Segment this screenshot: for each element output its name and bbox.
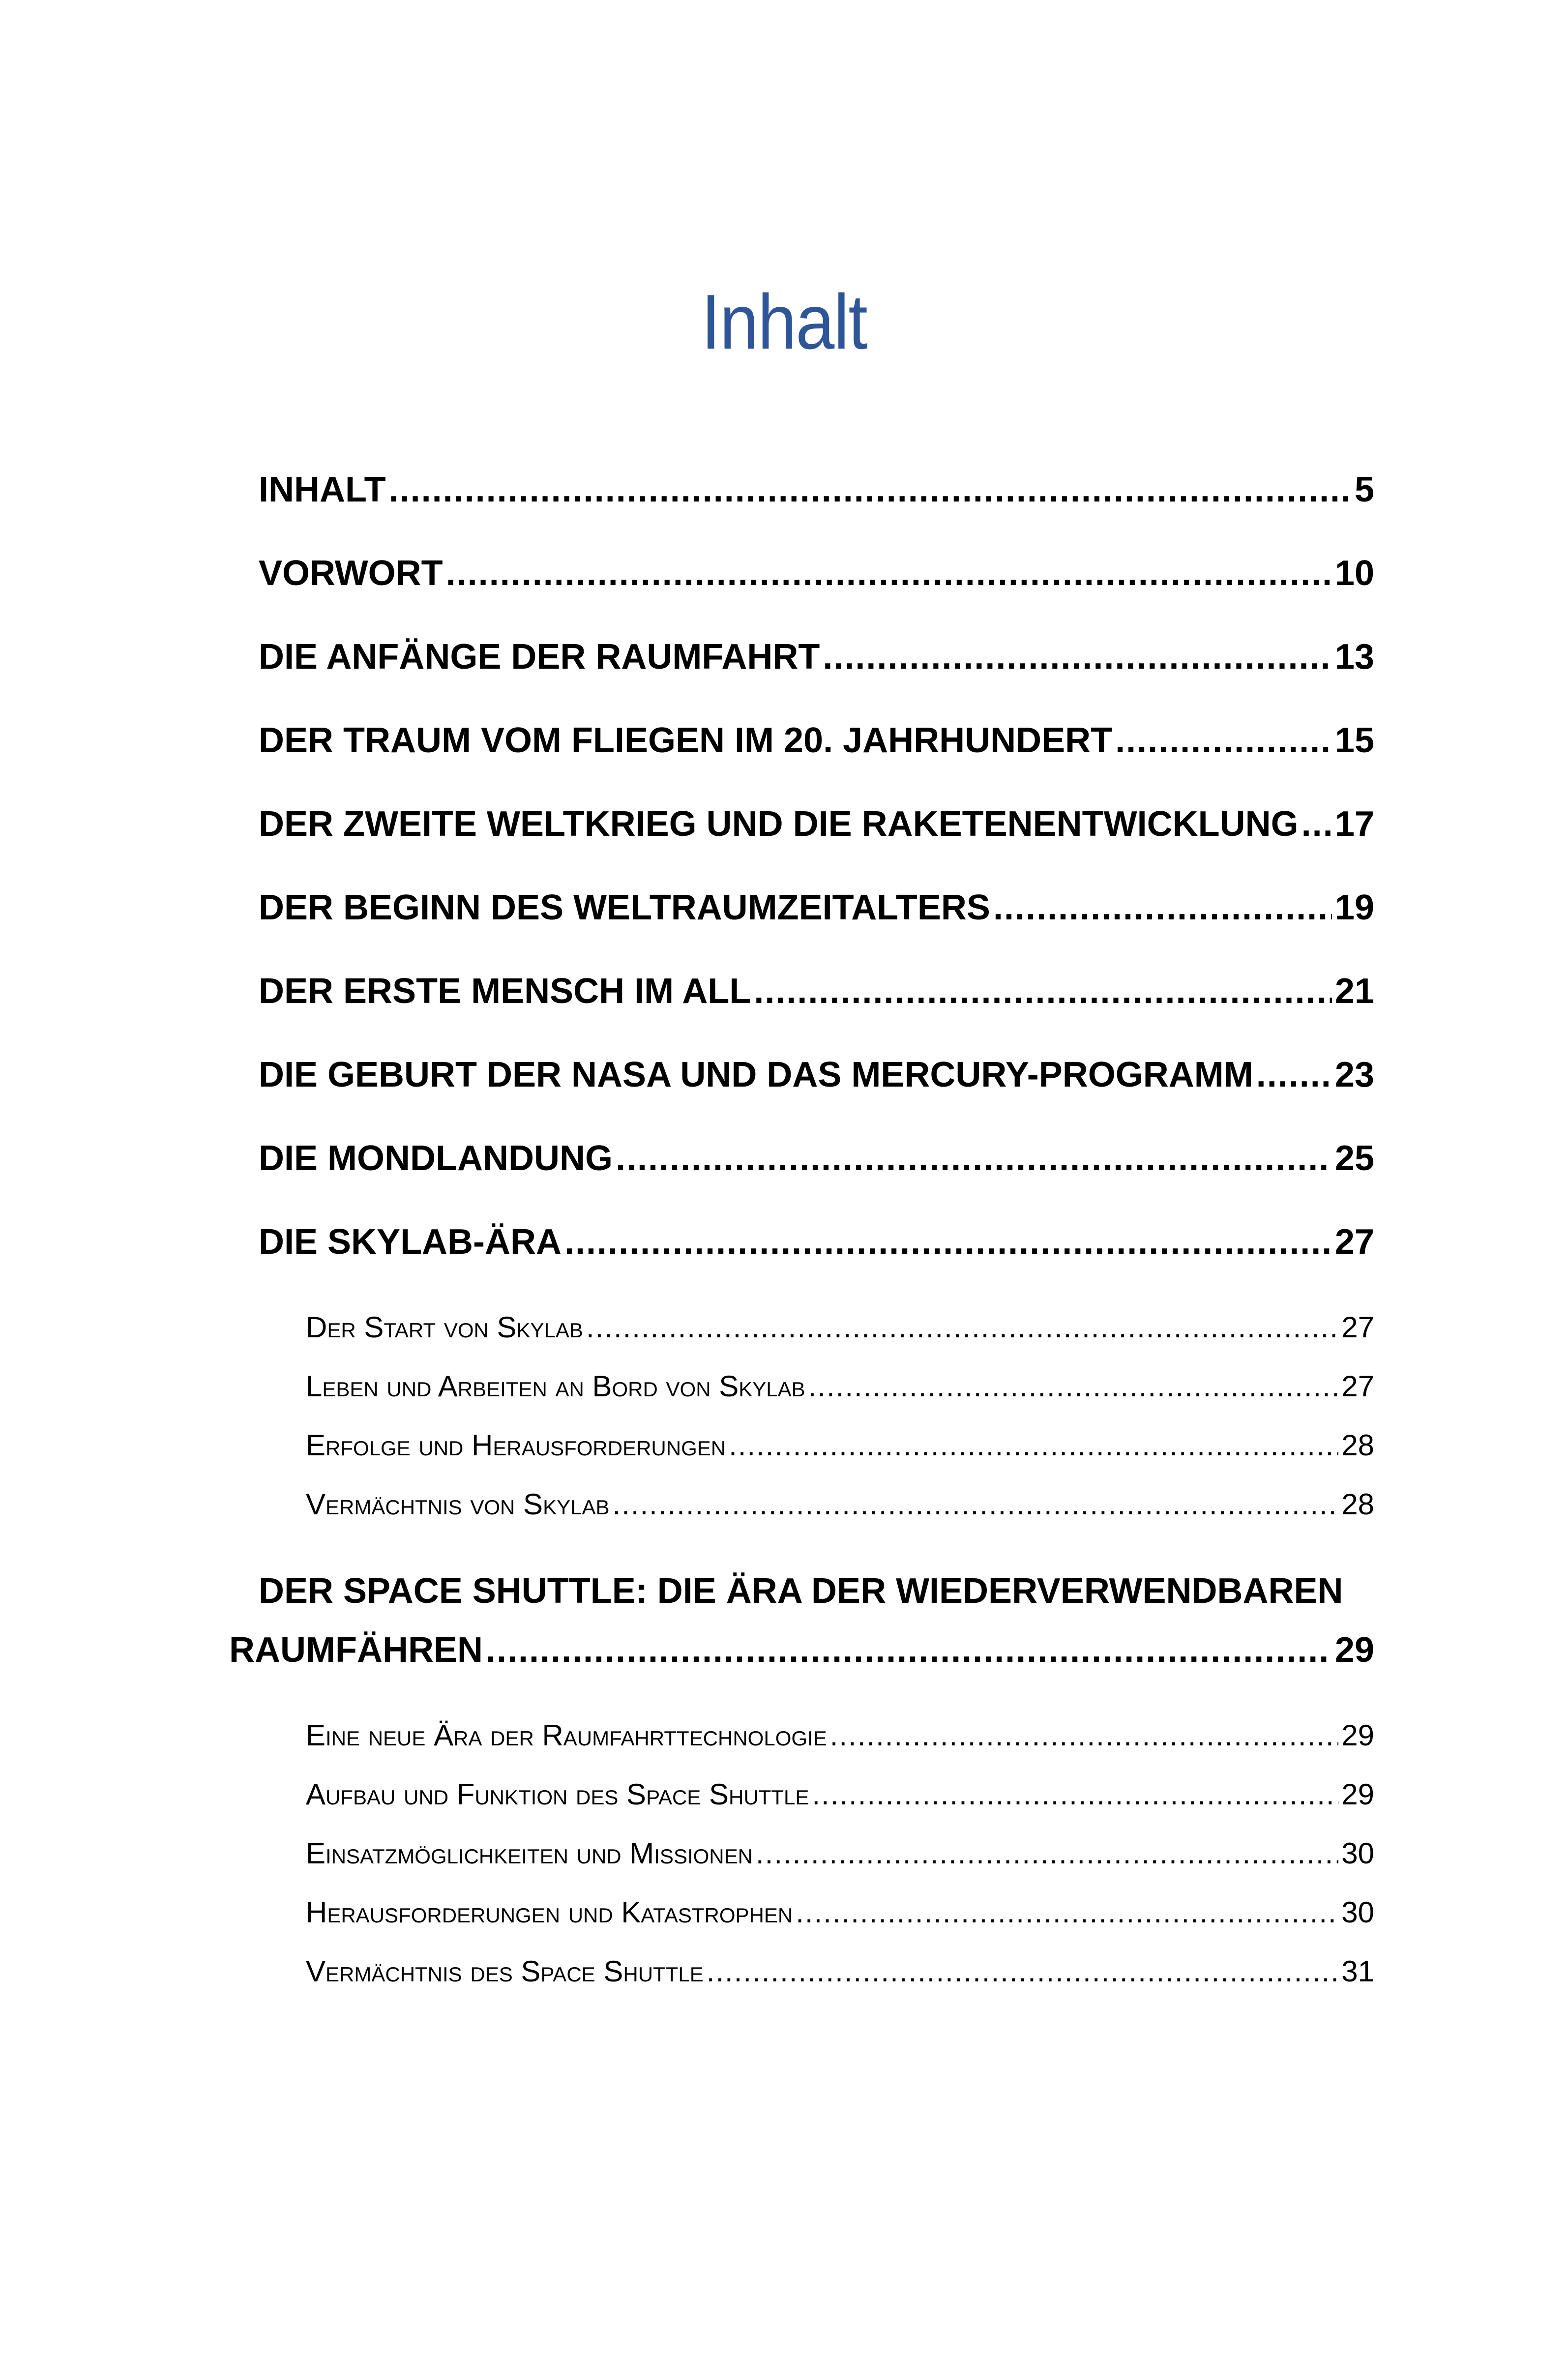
dot-leader [612, 1487, 1338, 1521]
toc-entry-title: DER TRAUM VOM FLIEGEN IM 20. JAHRHUNDERT [259, 721, 1113, 760]
dot-leader [756, 1836, 1338, 1870]
toc-page-number: 29 [1341, 1778, 1374, 1811]
toc-page-number: 27 [1334, 1222, 1374, 1262]
toc-entry-title: Vermächtnis von Skylab [306, 1488, 610, 1521]
dot-leader [808, 1369, 1339, 1403]
toc-entry-title: DER BEGINN DES WELTRAUMZEITALTERS [259, 888, 990, 927]
toc-entry-weltraumzeitalter[interactable] [259, 887, 1374, 928]
dot-leader [993, 887, 1332, 928]
toc-page-number: 23 [1334, 1055, 1374, 1094]
toc-entry-traum-vom-fliegen[interactable] [259, 720, 1374, 761]
toc-entry-title: DIE MONDLANDUNG [259, 1139, 613, 1178]
toc-page-number: 15 [1334, 721, 1374, 760]
toc-entry-title: Vermächtnis des Space Shuttle [306, 1955, 704, 1988]
toc-entry-title: Aufbau und Funktion des Space Shuttle [306, 1778, 809, 1811]
toc-page-number: 27 [1341, 1370, 1374, 1403]
toc-entry-title: DER ERSTE MENSCH IM ALL [259, 972, 751, 1011]
dot-leader [389, 470, 1352, 510]
toc-page-number: 27 [1341, 1311, 1374, 1344]
dot-leader [754, 971, 1332, 1011]
toc-page-number: 29 [1341, 1719, 1374, 1752]
dot-leader [1302, 804, 1332, 844]
toc-subentry-skylab-leben[interactable] [306, 1369, 1374, 1403]
dot-leader [729, 1428, 1338, 1462]
toc-entry-title: DIE SKYLAB-ÄRA [259, 1222, 562, 1262]
toc-entry-title: Leben und Arbeiten an Bord von Skylab [306, 1370, 805, 1403]
toc-page-number: 25 [1334, 1139, 1374, 1178]
toc-entry-title: Herausforderungen und Katastrophen [306, 1896, 793, 1929]
toc-subentry-shuttle-katastrophen[interactable] [306, 1895, 1374, 1929]
toc-page-number: 30 [1341, 1837, 1374, 1870]
toc-page-number: 31 [1341, 1955, 1374, 1988]
dot-leader [707, 1954, 1339, 1988]
toc-page-number: 29 [1334, 1630, 1374, 1670]
toc-entry-vorwort[interactable] [259, 553, 1374, 593]
dot-leader [1115, 720, 1332, 761]
toc-subentry-skylab-vermaechtnis[interactable] [306, 1487, 1374, 1521]
toc-page-number: 28 [1341, 1429, 1374, 1462]
toc-entry-zweiter-weltkrieg[interactable] [259, 804, 1374, 844]
toc-page-number: 28 [1341, 1488, 1374, 1521]
toc-page-number: 19 [1334, 888, 1374, 927]
toc-subentry-shuttle-einsatz[interactable] [306, 1836, 1374, 1870]
dot-leader [830, 1718, 1339, 1752]
toc-entry-title: DIE GEBURT DER NASA UND DAS MERCURY-PROGRAMM [259, 1055, 1253, 1094]
toc-entry-title: Der Start von Skylab [306, 1311, 583, 1344]
toc-page-number: 10 [1334, 554, 1374, 593]
toc-entry-anfaenge[interactable] [259, 637, 1374, 677]
toc-page-number: 30 [1341, 1896, 1374, 1929]
toc-subentry-shuttle-aufbau[interactable] [306, 1777, 1374, 1811]
toc-page-number: 13 [1334, 637, 1374, 677]
dot-leader [564, 1222, 1332, 1262]
toc-entry-skylab[interactable] [259, 1222, 1374, 1262]
toc-entry-title: Eine neue Ära der Raumfahrttechnologie [306, 1719, 827, 1752]
toc-entry-inhalt[interactable] [259, 470, 1374, 510]
toc-entry-title: INHALT [259, 470, 386, 509]
toc-entry-shuttle-line1[interactable]: DER SPACE SHUTTLE: DIE ÄRA DER WIEDERVERWENDBAREN [259, 1571, 1343, 1611]
toc-entry-title: DIE ANFÄNGE DER RAUMFAHRT [259, 637, 820, 677]
toc-entry-erster-mensch[interactable] [259, 971, 1374, 1011]
toc-subentry-skylab-start[interactable] [306, 1310, 1374, 1344]
dot-leader [796, 1895, 1338, 1929]
toc-entry-nasa-mercury[interactable] [259, 1055, 1374, 1095]
toc-entry-title: Einsatzmöglichkeiten und Missionen [306, 1837, 753, 1870]
toc-entry-shuttle-line2[interactable] [229, 1630, 1374, 1670]
dot-leader [586, 1310, 1338, 1344]
toc-entry-title: VORWORT [259, 554, 443, 593]
toc-page-number: 5 [1354, 470, 1374, 509]
toc-subentry-skylab-erfolge[interactable] [306, 1428, 1374, 1462]
dot-leader [812, 1777, 1338, 1811]
dot-leader [616, 1138, 1332, 1179]
dot-leader [1256, 1055, 1332, 1095]
toc-subentry-shuttle-neue-aera[interactable] [306, 1718, 1374, 1752]
dot-leader [446, 553, 1332, 593]
toc-entry-title: RAUMFÄHREN [229, 1630, 483, 1670]
toc-entry-mondlandung[interactable] [259, 1138, 1374, 1179]
dot-leader [823, 637, 1332, 677]
toc-entry-title: Erfolge und Herausforderungen [306, 1429, 726, 1462]
toc-subentry-shuttle-vermaechtnis[interactable] [306, 1954, 1374, 1988]
toc-entry-title: DER ZWEITE WELTKRIEG UND DIE RAKETENENTWICKLUNG [259, 804, 1299, 844]
dot-leader [486, 1630, 1332, 1670]
toc-page-number: 21 [1334, 972, 1374, 1011]
toc-page-number: 17 [1334, 804, 1374, 844]
page-title: Inhalt [701, 278, 867, 365]
